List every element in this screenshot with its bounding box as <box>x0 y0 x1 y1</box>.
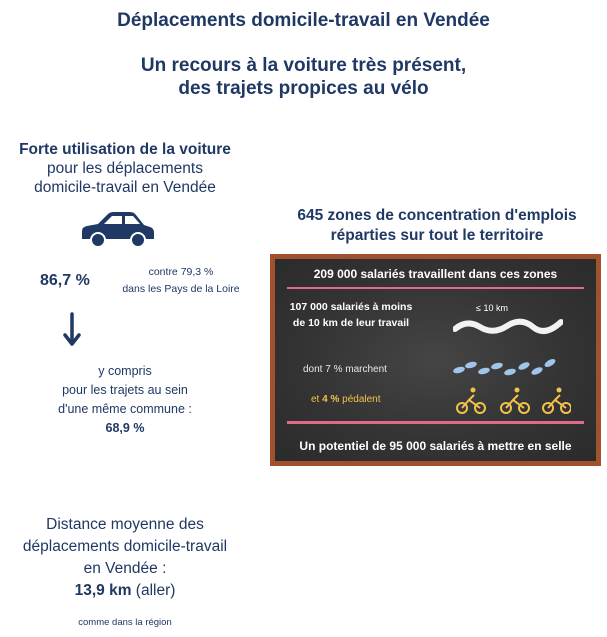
car-usage-heading-line3: domicile-travail en Vendée <box>34 179 216 196</box>
subtitle-line-2: des trajets propices au vélo <box>178 78 429 99</box>
board-divider-bottom <box>287 421 584 424</box>
regional-comparison <box>112 264 250 298</box>
board-walk-text: dont 7 % marchent <box>303 364 387 375</box>
average-distance-line3: en Vendée : <box>83 560 167 577</box>
board-bike-suffix: pédalent <box>339 394 381 405</box>
same-commune-percent: 68,9 % <box>105 421 145 435</box>
chalkboard <box>270 254 601 466</box>
car-icon <box>78 209 156 249</box>
same-commune-line1: y compris <box>98 364 152 378</box>
board-bike-percent: 4 % <box>322 394 340 405</box>
subtitle-line-1: Un recours à la voiture très présent, <box>140 55 467 76</box>
board-close-line1: 107 000 salariés à moins <box>289 301 413 313</box>
board-bike-prefix: et <box>311 394 323 405</box>
board-close-employees <box>283 299 419 331</box>
cyclist-icon <box>543 388 571 414</box>
zones-heading-line2: réparties sur tout le territoire <box>330 227 544 244</box>
average-distance-suffix: (aller) <box>131 582 176 599</box>
board-bike-text <box>311 394 381 405</box>
board-employees-total: 209 000 salariés travaillent dans ces zones <box>313 267 558 281</box>
region-note: comme dans la région <box>78 617 172 628</box>
average-distance-value-row <box>0 580 250 602</box>
same-commune-stat <box>0 362 250 438</box>
average-distance-value: 13,9 km <box>74 582 132 599</box>
car-usage-heading-line2: pour les déplacements <box>47 160 203 177</box>
regional-comparison-line2: dans les Pays de la Loire <box>122 283 240 295</box>
page-subtitle <box>0 54 607 100</box>
board-divider-top <box>287 287 584 289</box>
car-usage-heading-bold: Forte utilisation de la voiture <box>19 141 231 158</box>
car-usage-percent: 86,7 % <box>40 272 90 289</box>
car-usage-heading <box>0 140 250 197</box>
same-commune-line2: pour les trajets au sein <box>62 383 188 397</box>
average-distance-line2: déplacements domicile-travail <box>22 538 228 555</box>
average-distance <box>0 514 250 602</box>
average-distance-line1: Distance moyenne des <box>46 516 204 533</box>
page-title: Déplacements domicile-travail en Vendée <box>117 10 490 31</box>
arrow-down-icon <box>62 312 82 348</box>
road-icon <box>453 317 563 335</box>
cyclist-icon <box>457 388 485 414</box>
same-commune-line3: d'une même commune : <box>58 402 192 416</box>
regional-comparison-line1: contre 79,3 % <box>148 266 214 278</box>
zones-heading-line1: 645 zones de concentration d'emplois <box>297 207 577 224</box>
cyclist-icon <box>501 388 529 414</box>
zones-heading <box>272 206 602 246</box>
board-potential: Un potentiel de 95 000 salariés à mettre en selle <box>299 439 572 453</box>
board-close-line2: de 10 km de leur travail <box>292 317 410 329</box>
footprints-icon <box>451 356 571 378</box>
cyclist-icons <box>455 387 571 415</box>
board-km-label: ≤ 10 km <box>476 303 508 313</box>
